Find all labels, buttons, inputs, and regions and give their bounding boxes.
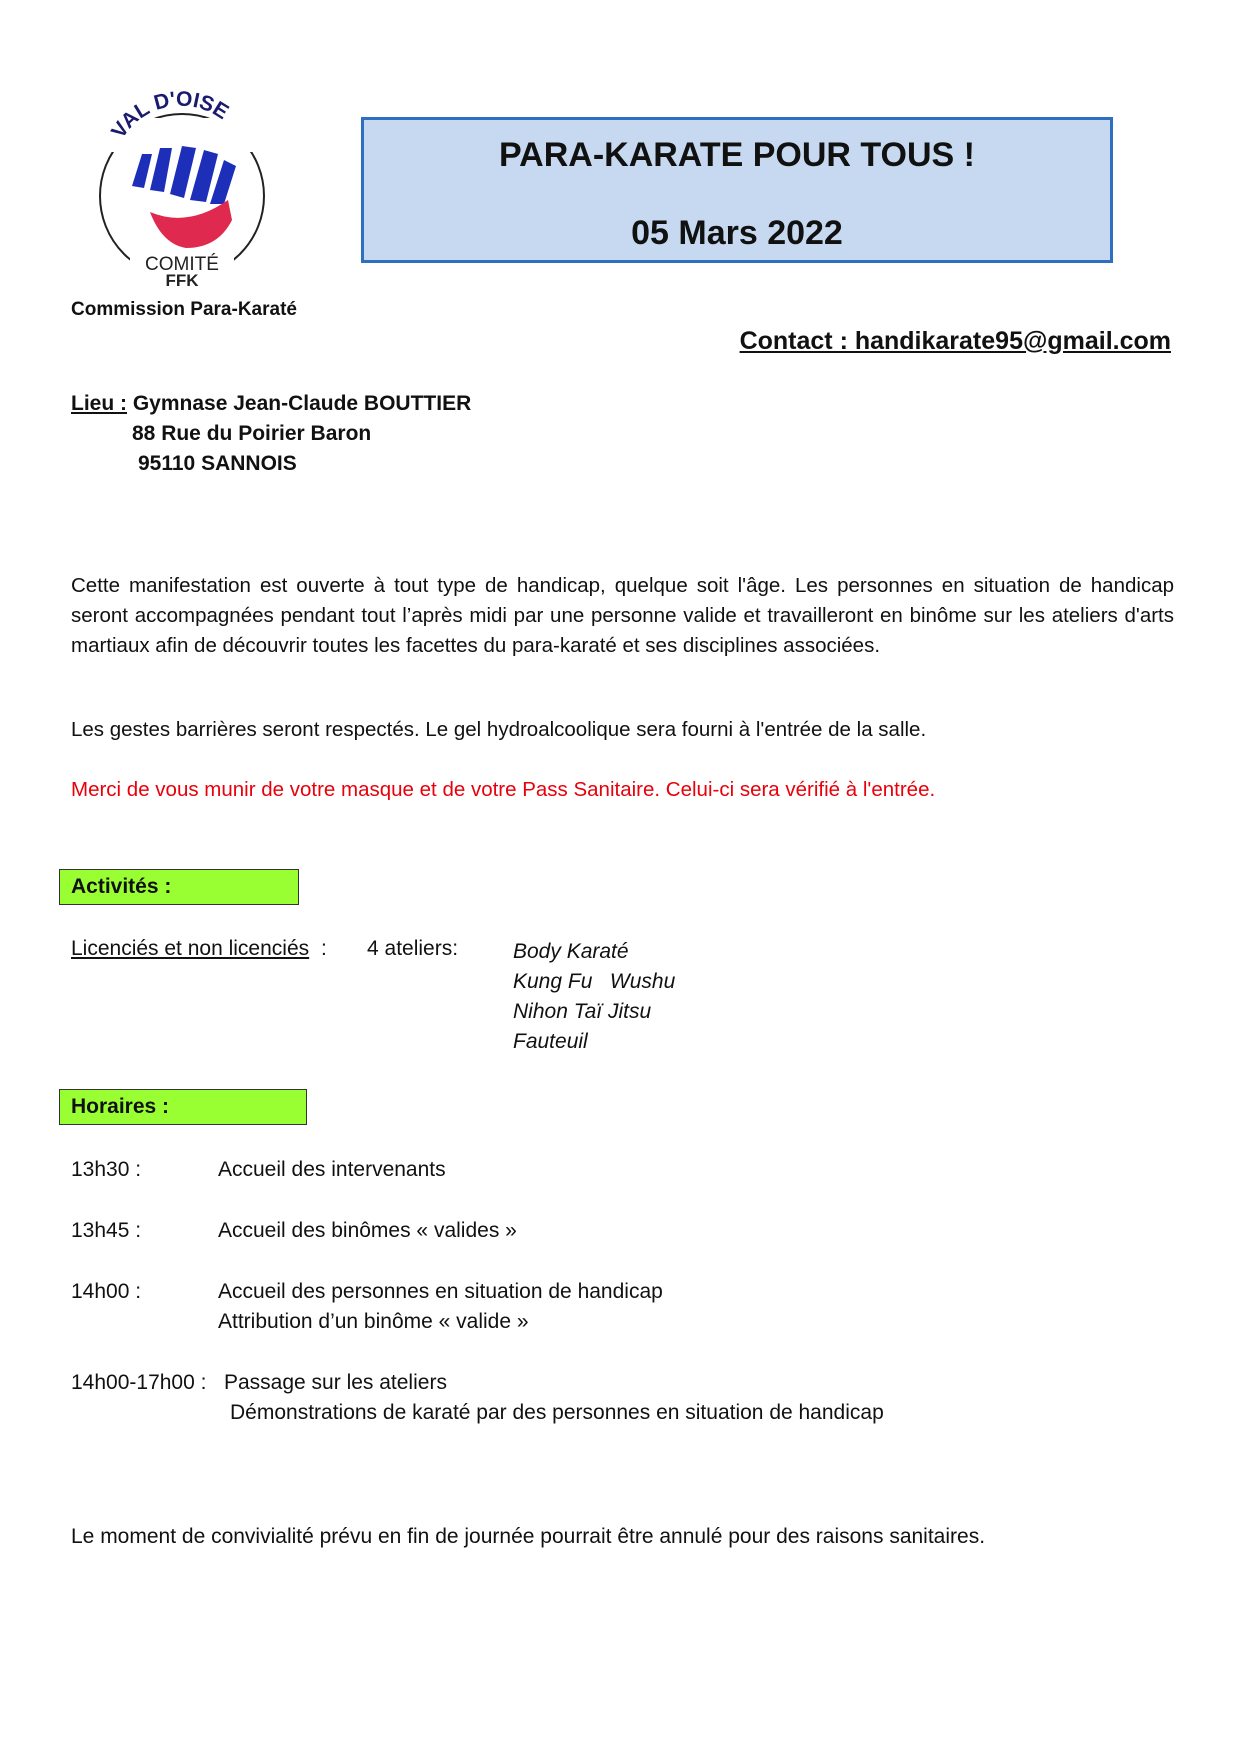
- schedule-text: Accueil des intervenants: [218, 1158, 446, 1181]
- atelier-item: Body Karaté: [513, 940, 629, 963]
- schedule-heading-text: Horaires :: [71, 1095, 170, 1118]
- title-box: [361, 117, 1113, 263]
- commission-label: Commission Para-Karaté: [71, 299, 297, 320]
- activities-heading-text: Activités :: [71, 875, 172, 898]
- ateliers-count: 4 ateliers:: [367, 937, 459, 960]
- schedule-text-secondary: Attribution d’un binôme « valide »: [218, 1310, 529, 1333]
- page-title: PARA-KARATE POUR TOUS !: [499, 136, 975, 174]
- logo-bottom-text: COMITÉ: [145, 254, 219, 275]
- health-pass-notice: Merci de vous munir de votre masque et de votre Pass Sanitaire. Celui-ci sera vérifié à l'entrée.: [71, 778, 936, 801]
- logo-top-text: VAL D'OISE: [107, 88, 233, 143]
- logo-brand-text: FFK: [165, 271, 199, 288]
- ffk-val-doise-logo: [90, 88, 280, 288]
- venue-label: Lieu :: [71, 392, 127, 415]
- logo-emblem-icon: [90, 88, 280, 288]
- ateliers-list: [513, 937, 675, 1057]
- intro-paragraph: Cette manifestation est ouverte à tout type de handicap, quelque soit l'âge. Les personnes en situation de handicap seront accompagnées pendant tout l’après midi par une personne valide et travailleront en binôme sur les ateliers d'arts martiaux afin de découvrir toutes les facettes du para-karaté et ses disciplines associées.: [71, 574, 1174, 657]
- atelier-item: Fauteuil: [513, 1030, 588, 1053]
- venue-street: 88 Rue du Poirier Baron: [132, 422, 372, 445]
- schedule-time: 14h00-17h00 :: [71, 1371, 207, 1394]
- conviviality-note: Le moment de convivialité prévu en fin de journée pourrait être annulé pour des raisons sanitaires.: [71, 1525, 986, 1548]
- schedule-text-secondary: Démonstrations de karaté par des personnes en situation de handicap: [230, 1401, 884, 1424]
- schedule-heading: [59, 1089, 307, 1125]
- venue-name: Gymnase Jean-Claude BOUTTIER: [132, 392, 472, 415]
- event-date: 05 Mars 2022: [631, 214, 843, 252]
- licencies-separator: :: [320, 937, 327, 960]
- atelier-item: Nihon Taï Jitsu: [513, 1000, 652, 1023]
- barrier-gestures-paragraph: Les gestes barrières seront respectés. Le gel hydroalcoolique sera fourni à l'entrée de la salle.: [71, 718, 927, 741]
- venue-city: 95110 SANNOIS: [138, 452, 297, 475]
- licencies-label: [71, 937, 327, 961]
- atelier-item: Kung Fu Wushu: [513, 970, 676, 993]
- schedule-time: 14h00 :: [71, 1280, 142, 1303]
- schedule-time: 13h45 :: [71, 1219, 142, 1242]
- schedule-text: Accueil des personnes en situation de handicap: [218, 1280, 663, 1303]
- schedule-text: Passage sur les ateliers: [224, 1371, 447, 1394]
- venue-address: [71, 389, 471, 479]
- licencies-text: Licenciés et non licenciés: [71, 937, 310, 960]
- activities-heading: [59, 869, 299, 905]
- contact-email[interactable]: Contact : handikarate95@gmail.com: [739, 327, 1171, 355]
- schedule-time: 13h30 :: [71, 1158, 142, 1181]
- schedule-text: Accueil des binômes « valides »: [218, 1219, 517, 1242]
